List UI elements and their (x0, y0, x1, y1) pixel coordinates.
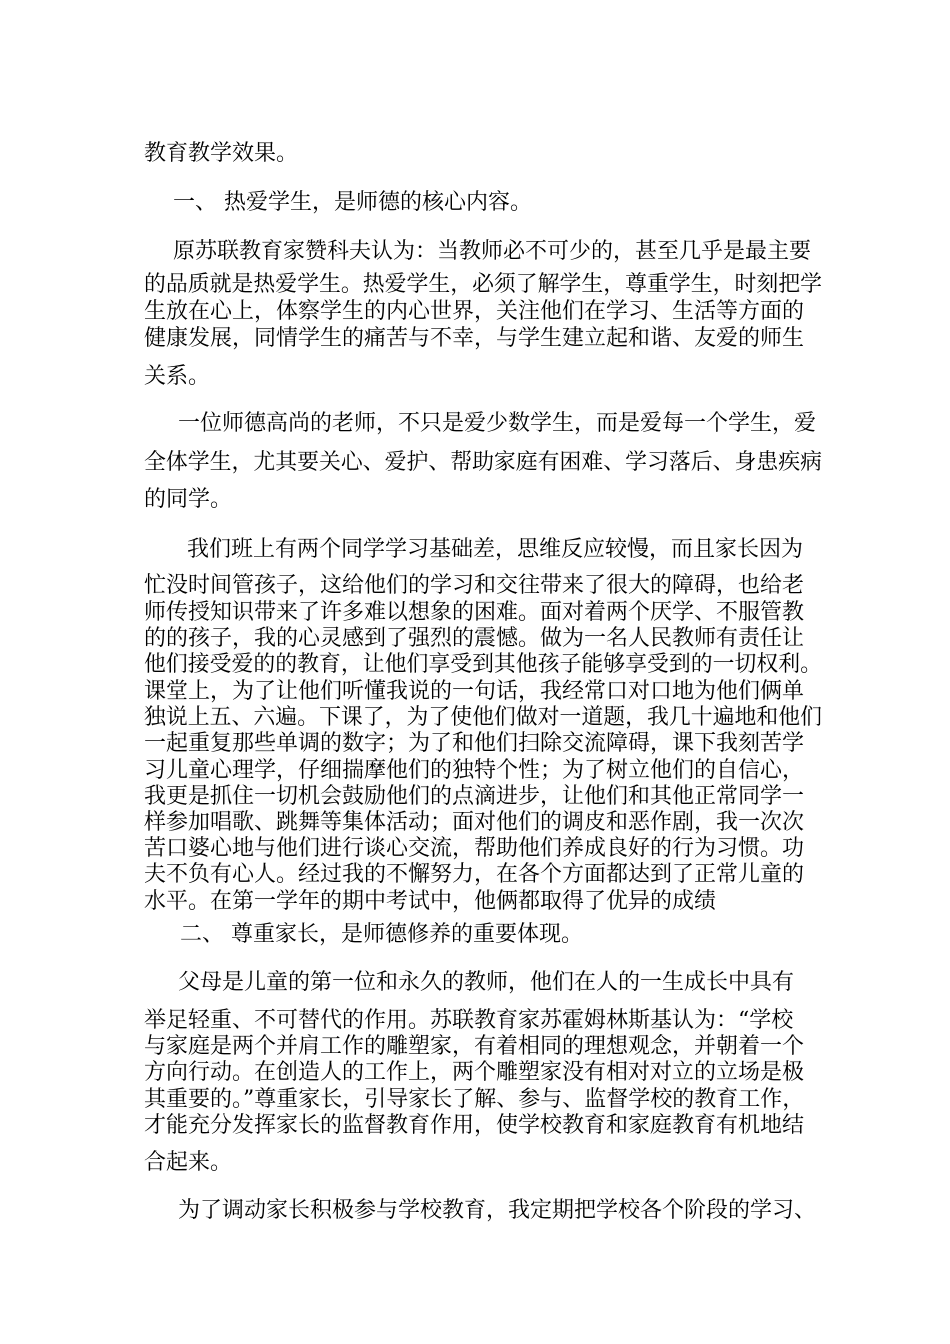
text-line: 苦口婆心地与他们进行谈心交流，帮助他们养成良好的行为习惯。功 (144, 836, 805, 861)
text-line: 原苏联教育家赞科夫认为：当教师必不可少的，甚至几乎是最主要 (173, 239, 812, 264)
text-line: 习儿童心理学，仔细揣摩他们的独特个性；为了树立他们的自信心， (144, 758, 805, 783)
text-line: 一起重复那些单调的数字；为了和他们扫除交流障碍，课下我刻苦学 (144, 731, 805, 756)
text-line: 水平。在第一学年的期中考试中，他俩都取得了优异的成绩 (144, 889, 717, 914)
section-heading: 二、 尊重家长，是师德修养的重要体现。 (180, 922, 583, 947)
text-line: 健康发展，同情学生的痛苦与不幸，与学生建立起和谐、友爱的师生 (144, 326, 805, 351)
text-line: 为了调动家长积极参与学校教育，我定期把学校各个阶段的学习、 (178, 1198, 817, 1223)
text-line: 独说上五、六遍。下课了，为了使他们做对一道题，我几十遍地和他们 (144, 705, 823, 730)
text-line: 关系。 (144, 364, 211, 389)
text-line: 举足轻重、不可替代的作用。苏联教育家苏霍姆林斯基认为：“学校 (144, 1008, 794, 1033)
text-line: 教育教学效果。 (144, 141, 299, 166)
text-line: 的品质就是热爱学生。热爱学生，必须了解学生，尊重学生，时刻把学 (144, 272, 823, 297)
text-line: 一位师德高尚的老师，不只是爱少数学生，而是爱每一个学生，爱 (178, 411, 817, 436)
text-line: 才能充分发挥家长的监督教育作用，使学校教育和家庭教育有机地结 (144, 1113, 805, 1138)
text-line: 的同学。 (144, 487, 233, 512)
text-line: 我更是抓住一切机会鼓励他们的点滴进步，让他们和其他正常同学一 (144, 784, 805, 809)
text-line: 方向行动。在创造人的工作上，两个雕塑家没有相对对立的立场是极 (144, 1060, 805, 1085)
text-line: 他们接受爱的的教育，让他们享受到其他孩子能够享受到的一切权利。 (144, 652, 823, 677)
text-line: 的的孩子，我的心灵感到了强烈的震憾。做为一名人民教师有责任让 (144, 626, 805, 651)
text-line: 全体学生，尤其要关心、爱护、帮助家庭有困难、学习落后、身患疾病 (144, 450, 823, 475)
text-line: 课堂上，为了让他们听懂我说的一句话，我经常口对口地为他们俩单 (144, 679, 805, 704)
text-line: 师传授知识带来了许多难以想象的困难。面对着两个厌学、不服管教 (144, 600, 805, 625)
text-line: 合起来。 (144, 1150, 233, 1175)
text-line: 与家庭是两个并肩工作的雕塑家，有着相同的理想观念，并朝着一个 (144, 1034, 805, 1059)
text-line: 忙没时间管孩子，这给他们的学习和交往带来了很大的障碍，也给老 (144, 573, 805, 598)
text-line: 样参加唱歌、跳舞等集体活动；面对他们的调皮和恶作剧，我一次次 (144, 810, 805, 835)
text-line: 其重要的。”尊重家长，引导家长了解、参与、监督学校的教育工作， (144, 1087, 805, 1112)
text-line: 夫不负有心人。经过我的不懈努力，在各个方面都达到了正常儿童的 (144, 862, 805, 887)
text-line: 我们班上有两个同学学习基础差，思维反应较慢，而且家长因为 (187, 537, 804, 562)
text-line: 父母是儿童的第一位和永久的教师，他们在人的一生成长中具有 (178, 970, 795, 995)
section-heading: 一、 热爱学生，是师德的核心内容。 (173, 190, 532, 215)
text-line: 生放在心上，体察学生的内心世界，关注他们在学习、生活等方面的 (144, 299, 805, 324)
